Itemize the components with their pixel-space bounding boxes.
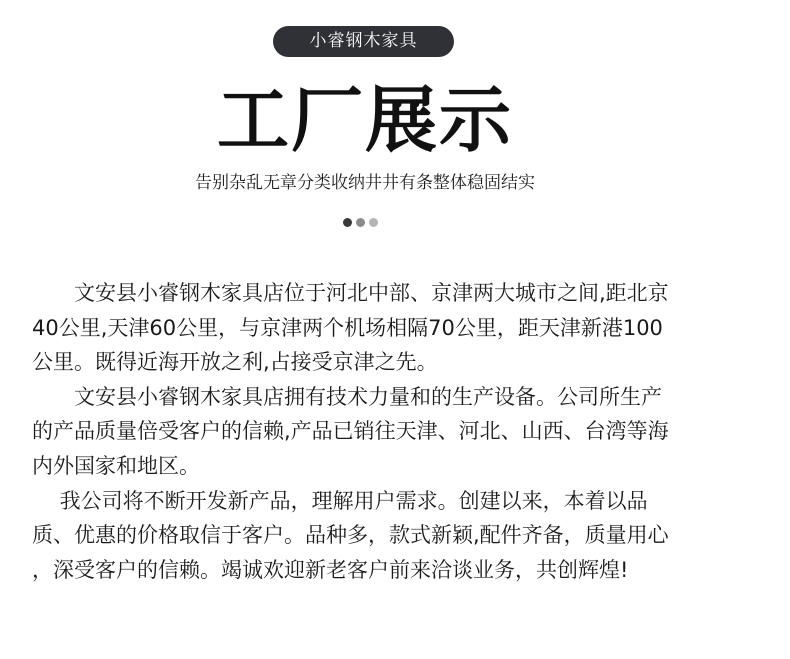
text-line: 40公里,天津60公里，与京津两个机场相隔70公里，距天津新港100 <box>32 315 663 340</box>
text-line: 公里。既得近海开放之利,占接受京津之先。 <box>32 350 438 375</box>
text-line: 内外国家和地区。 <box>32 453 200 478</box>
text-line: 我公司将不断开发新产品，理解用户需求。创建以来，本着以品 <box>32 488 648 513</box>
company-description <box>32 276 756 587</box>
carousel-dot <box>343 218 352 227</box>
text-line: 的产品质量倍受客户的信赖,产品已销往天津、河北、山西、台湾等海 <box>32 419 669 444</box>
text-line: ，深受客户的信赖。竭诚欢迎新老客户前来洽谈业务，共创辉煌! <box>32 557 629 582</box>
page-subtitle: 告别杂乱无章分类收纳井井有条整体稳固结实 <box>195 173 535 193</box>
page-title: 工厂展示 <box>216 78 513 162</box>
text-line: 文安县小睿钢木家具店拥有技术力量和的生产设备。公司所生产 <box>32 384 662 409</box>
carousel-dot <box>369 218 378 227</box>
carousel-dots <box>343 218 378 228</box>
text-line: 质、优惠的价格取信于客户。品种多，款式新颖,配件齐备，质量用心 <box>32 523 669 548</box>
brand-pill: 小睿钢木家具 <box>273 26 454 57</box>
carousel-dot <box>356 218 365 227</box>
text-line: 文安县小睿钢木家具店位于河北中部、京津两大城市之间,距北京 <box>32 281 669 305</box>
